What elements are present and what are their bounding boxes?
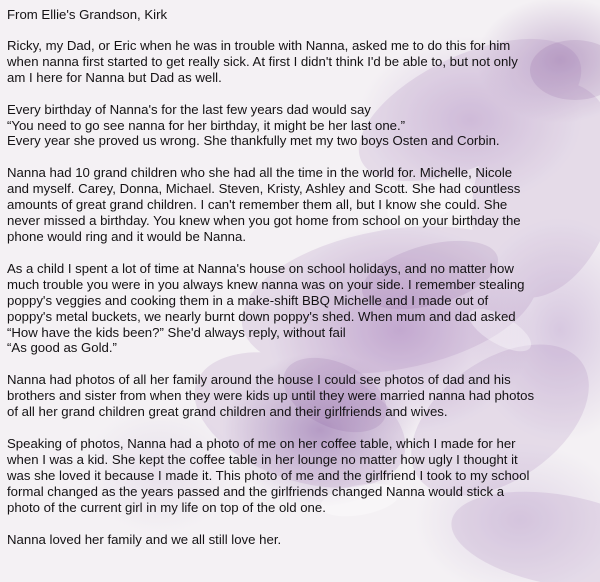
- paragraph-closing: Nanna loved her family and we all still love her.: [7, 531, 282, 547]
- letter-body: [7, 7, 595, 547]
- paragraph-birthdays: Every birthday of Nanna's for the last few years dad would say “You need to go see nanna for her birthday, it might be her last one.” Every year she proved us wrong. She thankfully met my two boys Osten and Corbin.: [7, 101, 500, 149]
- paragraph-grandchildren: Nanna had 10 grand children who she had all the time in the world for. Michelle, Nicole and myself. Carey, Donna, Michael. Steven, Kristy, Ashley and Scott. She had countless amounts of great grand children. I can't remember them all, but I know she could. She never missed a birthday. You knew when you got home from school on your birthday the phone would ring and it would be Nanna.: [7, 165, 521, 244]
- paragraph-school-holidays: As a child I spent a lot of time at Nanna's house on school holidays, and no matter how much trouble you were in you always knew nanna was on your side. I remember stealing poppy's veggies and cooking them in a make-shift BBQ Michelle and I made out of poppy's metal buckets, we nearly burnt down poppy's shed. When mum and dad asked “How have the kids been?” She'd always reply, without fail “As good as Gold.”: [7, 260, 525, 356]
- letter-heading: From Ellie's Grandson, Kirk: [7, 7, 168, 22]
- paragraph-coffee-table: Speaking of photos, Nanna had a photo of me on her coffee table, which I made for her when I was a kid. She kept the coffee table in her lounge no matter how ugly I thought it was she loved it because I made it. This photo of me and the girlfriend I took to my school formal changed as the years passed and the girlfriends changed Nanna would stick a photo of the current girl in my life on top of the old one.: [7, 436, 530, 515]
- paragraph-request: Ricky, my Dad, or Eric when he was in trouble with Nanna, asked me to do this for him when nanna first started to get really sick. At first I didn't think I'd be able to, but not only am I here for Nanna but Dad as well.: [7, 37, 518, 85]
- paragraph-family-photos: Nanna had photos of all her family around the house I could see photos of dad and his brothers and sister from when they were kids up until they were married nanna had photos of all her grand children great grand children and their girlfriends and wives.: [7, 372, 535, 420]
